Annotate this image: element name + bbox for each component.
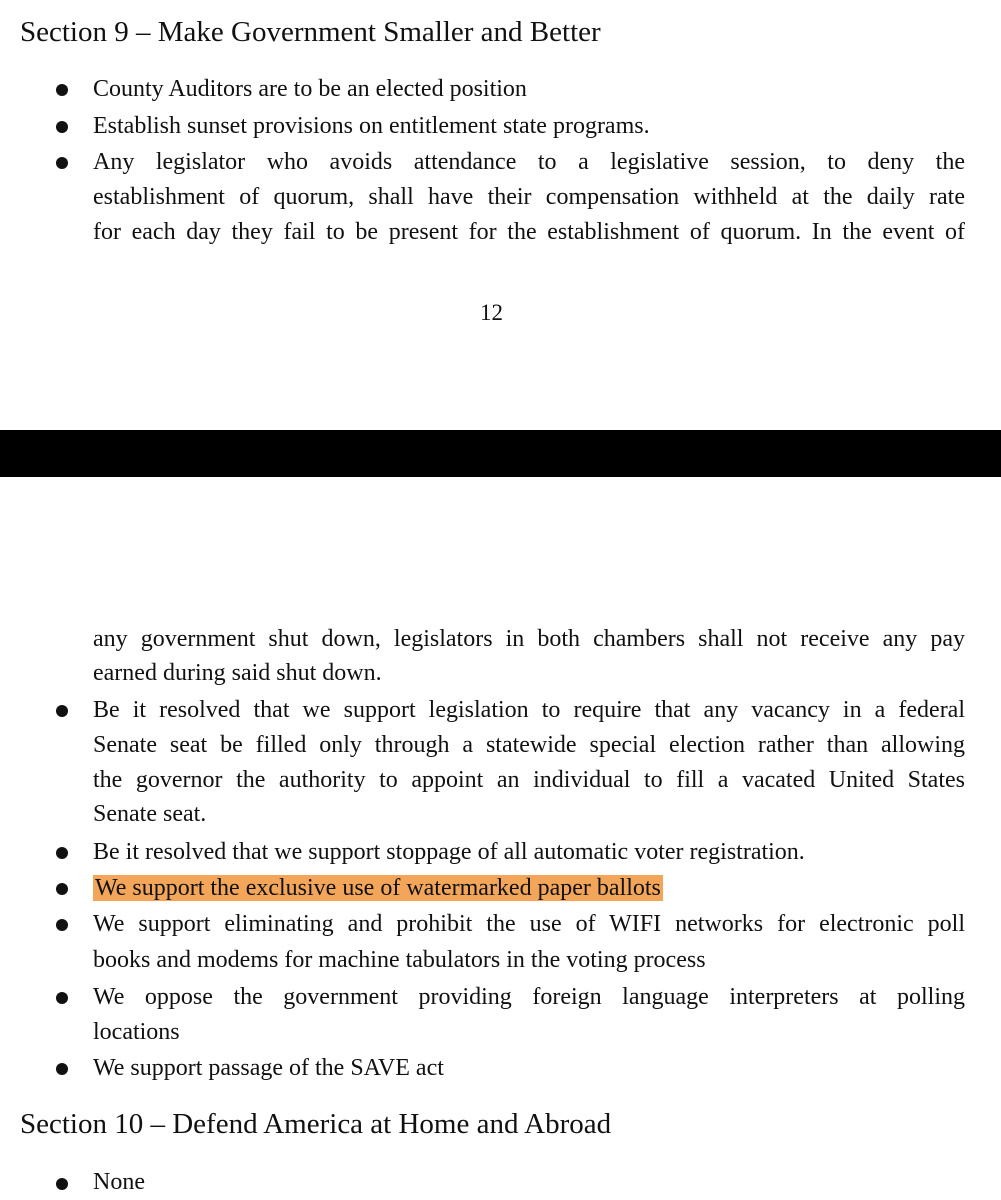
- continuation-line-2: earned during said shut down.: [93, 660, 382, 686]
- page-break-divider: [0, 430, 1001, 477]
- list-item-voter-registration: Be it resolved that we support stoppage of all automatic voter registration.: [93, 839, 805, 865]
- section-10-heading: Section 10 – Defend America at Home and Abroad: [20, 1108, 612, 1140]
- bullet-icon: [56, 121, 68, 133]
- section-9-heading: Section 9 – Make Government Smaller and Better: [20, 16, 601, 48]
- list-item-wifi-line-2: books and modems for machine tabulators in the voting process: [93, 947, 706, 973]
- list-item-quorum-line-3: for each day they fail to be present for the establishment of quorum. In the event of: [93, 219, 965, 245]
- highlighted-text: We support the exclusive use of watermarked paper ballots: [95, 875, 661, 901]
- list-item-quorum-line-2: establishment of quorum, shall have their compensation withheld at the daily rate: [93, 184, 965, 210]
- list-item-senate-line-1: Be it resolved that we support legislation to require that any vacancy in a federal: [93, 697, 965, 723]
- page-number: 12: [480, 300, 503, 325]
- continuation-line-1: any government shut down, legislators in both chambers shall not receive any pay: [93, 626, 965, 652]
- list-item-wifi-line-1: We support eliminating and prohibit the use of WIFI networks for electronic poll: [93, 911, 965, 937]
- list-item-interpreters-line-1: We oppose the government providing foreign language interpreters at polling: [93, 984, 965, 1010]
- bullet-icon: [56, 84, 68, 96]
- list-item-county-auditors: County Auditors are to be an elected position: [93, 76, 527, 102]
- document-page-12: [0, 0, 1001, 430]
- bullet-icon: [56, 1178, 68, 1190]
- bullet-icon: [56, 883, 68, 895]
- bullet-icon: [56, 919, 68, 931]
- document-page-13: [0, 477, 1001, 1200]
- list-item-paper-ballots: [93, 873, 965, 903]
- bullet-icon: [56, 847, 68, 859]
- bullet-icon: [56, 705, 68, 717]
- list-item-senate-line-4: Senate seat.: [93, 801, 207, 827]
- list-item-save-act: We support passage of the SAVE act: [93, 1055, 444, 1081]
- list-item-sunset-provisions: Establish sunset provisions on entitlement state programs.: [93, 113, 650, 139]
- bullet-icon: [56, 992, 68, 1004]
- list-item-senate-line-3: the governor the authority to appoint an individual to fill a vacated United States: [93, 767, 965, 793]
- list-item-none: None: [93, 1169, 145, 1195]
- bullet-icon: [56, 1063, 68, 1075]
- list-item-quorum-line-1: Any legislator who avoids attendance to a legislative session, to deny the: [93, 149, 965, 175]
- list-item-senate-line-2: Senate seat be filled only through a statewide special election rather than allowing: [93, 732, 965, 758]
- bullet-icon: [56, 157, 68, 169]
- list-item-interpreters-line-2: locations: [93, 1019, 180, 1045]
